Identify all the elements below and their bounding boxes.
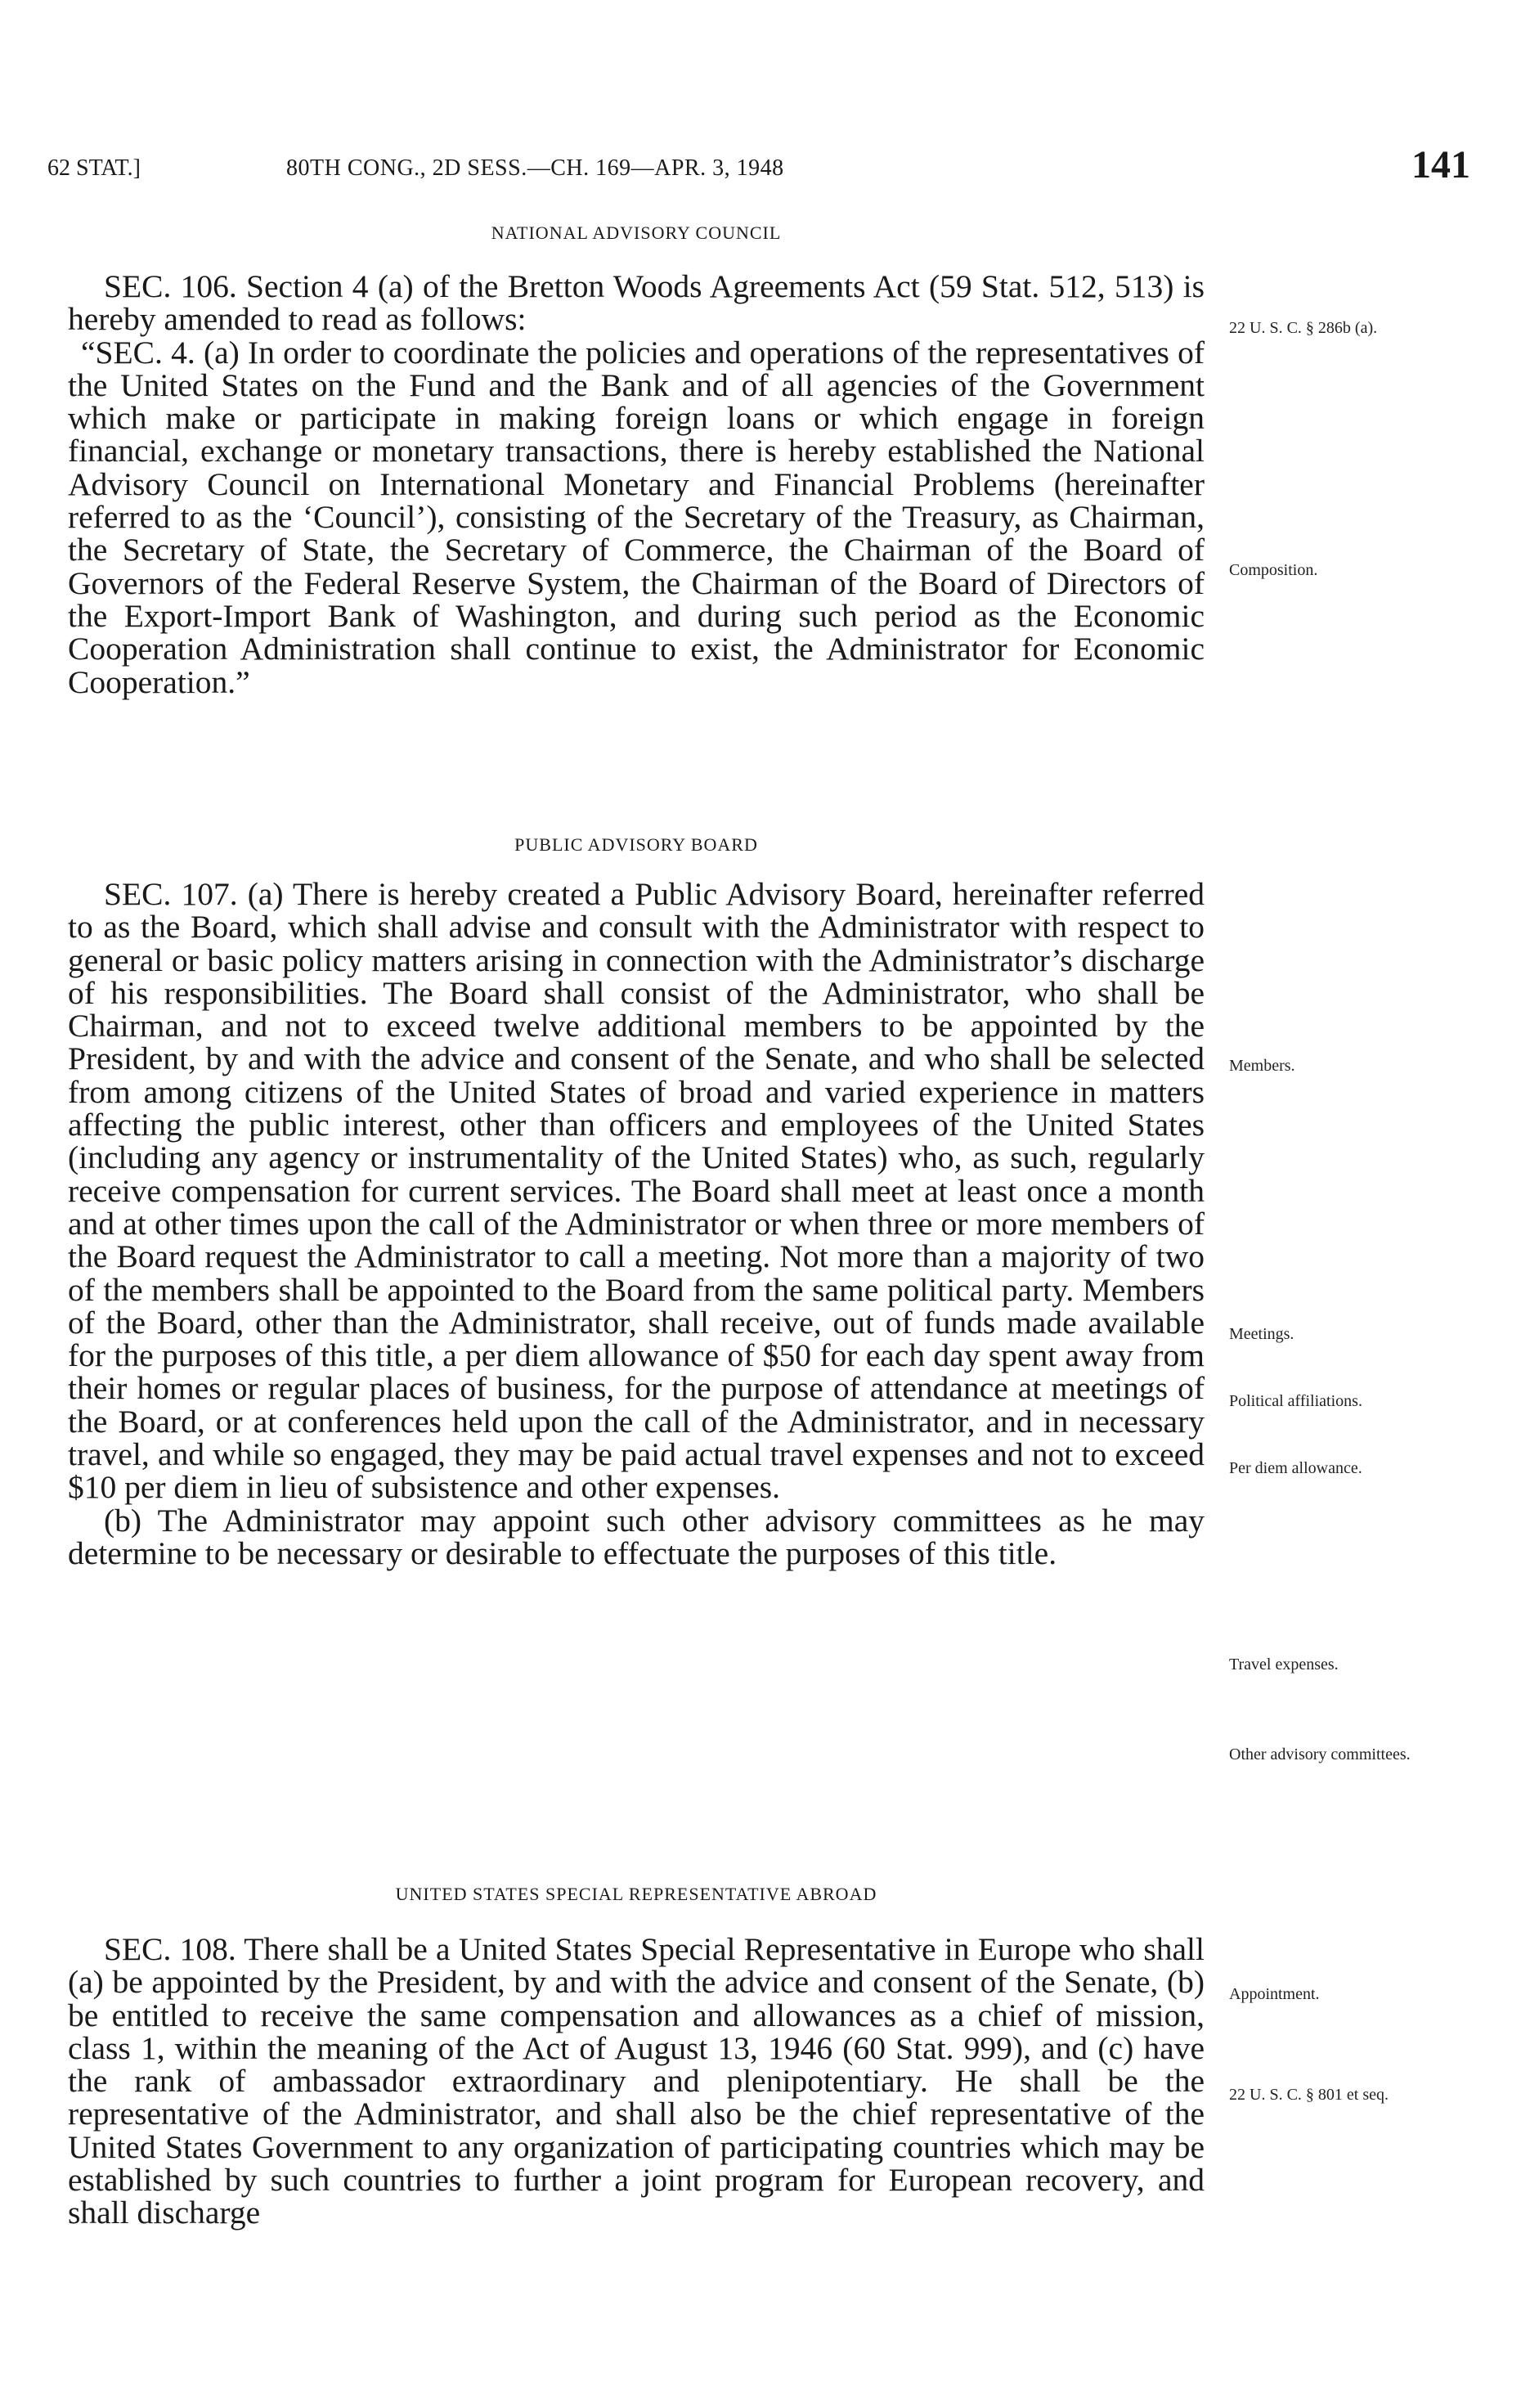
margin-note-composition: Composition. — [1229, 561, 1318, 579]
margin-note-meetings: Meetings. — [1229, 1325, 1294, 1343]
margin-note-travel-expenses: Travel expenses. — [1229, 1656, 1339, 1673]
page-header — [47, 137, 1470, 186]
margin-note-appointment: Appointment. — [1229, 1985, 1320, 2003]
section-107-subsection-b: (b) The Administrator may appoint such other advisory committees as he may determine to be necessary or desirable to effectuate the purposes of this title. — [68, 1502, 1205, 1571]
page-number: 141 — [1411, 143, 1470, 186]
section-107-subsection-a: SEC. 107. (a) There is hereby created a Public Advisory Board, hereinafter referred to as the Board, which shall advise and consult with the Administrator with respect to general or basic policy matters arising in connection with the Administrator’s discharge of his responsibilities. The Board shall consist of the Administrator, who shall be Chairman, and not to exceed twelve additional members to be appointed by the President, by and with the advice and consent of the Senate, and who shall be selected from among citizens of the United States of broad and varied experience in matters affecting the public interest, other than officers and employees of the United States (including any agency or instrumentality of the United States) who, as such, regularly receive compensation for current services. The Board shall meet at least once a month and at other times upon the call of the Administrator or when three or more members of the Board request the Administrator to call a meeting. Not more than a majority of two of the members shall be appointed to the Board from the same political party. Members of the Board, other than the Administrator, shall receive, out of funds made available for the purposes of this title, a per diem allowance of $50 for each day spent away from their homes or regular places of business, for the purpose of attendance at meetings of the Board, or at conferences held upon the call of the Administrator, and in necessary travel, and while so engaged, they may be paid actual travel expenses and not to exceed $10 per diem in lieu of subsistence and other expenses. — [68, 876, 1205, 1506]
section-heading-special-representative: UNITED STATES SPECIAL REPRESENTATIVE ABROAD — [395, 1884, 877, 1904]
margin-note-political-affiliations: Political affiliations. — [1229, 1392, 1362, 1410]
margin-note-per-diem: Per diem allowance. — [1229, 1459, 1362, 1477]
section-106-amended-text: “SEC. 4. (a) In order to coordinate the policies and operations of the representatives of the United States on the Fund and the Bank and of all agencies of the Government which make or participate in making foreign loans or which engage in foreign financial, exchange or monetary transactions, there is hereby established the National Advisory Council on International Monetary and Financial Problems (hereinafter referred to as the ‘Council’), consisting of the Secretary of the Treasury, as Chairman, the Secretary of State, the Secretary of Commerce, the Chairman of the Board of Governors of the Federal Reserve System, the Chairman of the Board of Directors of the Export-Import Bank of Washington, and during such period as the Economic Cooperation Administration shall continue to exist, the Administrator for Economic Cooperation.” — [68, 334, 1205, 700]
margin-note-usc-801: 22 U. S. C. § 801 et seq. — [1229, 2086, 1389, 2104]
margin-note-other-committees: Other advisory committees. — [1229, 1745, 1411, 1763]
section-106-intro: SEC. 106. Section 4 (a) of the Bretton Woods Agreements Act (59 Stat. 512, 513) is hereby amended to read as follows: — [68, 268, 1205, 338]
section-108-text: SEC. 108. There shall be a United States Special Representative in Europe who shall (a) be appointed by the President, by and with the advice and consent of the Senate, (b) be entitled to receive the same compensation and allowances as a chief of mission, class 1, within the meaning of the Act of August 13, 1946 (60 Stat. 999), and (c) have the rank of ambassador extraordinary and plenipotentiary. He shall be the representative of the Administrator, and shall also be the chief representative of the United States Government to any organization of participating countries which may be established by such countries to further a joint program for European recovery, and shall discharge — [68, 1931, 1205, 2231]
section-heading-public-advisory-board: PUBLIC ADVISORY BOARD — [514, 834, 758, 855]
session-chapter-date: 80TH CONG., 2D SESS.—CH. 169—APR. 3, 1948 — [286, 155, 784, 181]
margin-note-usc-286b: 22 U. S. C. § 286b (a). — [1229, 319, 1378, 337]
section-106-body — [68, 270, 1205, 699]
statute-volume: 62 STAT.] — [47, 155, 141, 181]
section-heading-national-advisory-council: NATIONAL ADVISORY COUNCIL — [491, 222, 782, 243]
margin-note-members: Members. — [1229, 1057, 1295, 1075]
section-107-body — [68, 878, 1205, 1570]
section-108-body — [68, 1933, 1205, 2230]
